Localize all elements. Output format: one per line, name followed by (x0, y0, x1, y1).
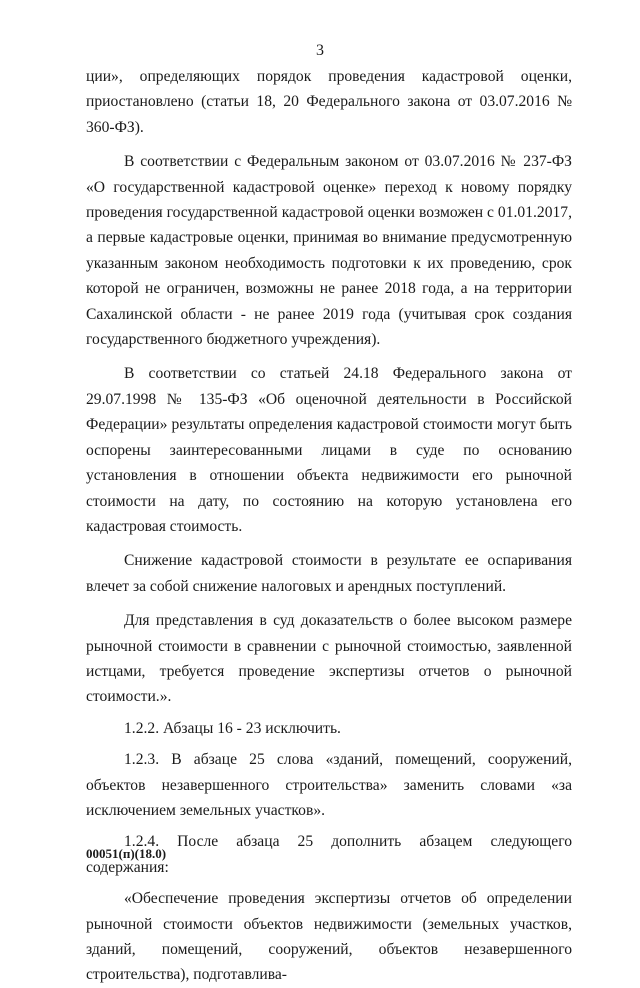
document-code: 00051(п)(18.0) (86, 846, 167, 861)
paragraph-appraisal-law: В соответствии со статьей 24.18 Федерального закона от 29.07.1998 № 135-ФЗ «Об оценочной деятельности в Российской Федерации» результаты определения кадастровой стоимости могут быть оспорены заинтересованными лицами в суде по основанию установления в отношении объекта недвижимости его рыночной стоимости на дату, по состоянию на которую установлена его кадастровая стоимость. (86, 365, 572, 535)
paragraph-continuation: ции», определяющих порядок проведения кадастровой оценки, приостановлено (статьи 18, 20 Федерального закона от 03.07.2016 № 360-ФЗ). (86, 68, 572, 136)
paragraph-quoted-addition: «Обеспечение проведения экспертизы отчетов об определении рыночной стоимости объектов недвижимости (земельных участков, зданий, помещений, сооружений, объектов незавершенного строительства), подготавлива- (86, 890, 572, 984)
paragraph-item-1-2-3: 1.2.3. В абзаце 25 слова «зданий, помещений, сооружений, объектов незавершенного строительства» заменить словами «за исключением земельных участков». (86, 751, 572, 819)
paragraph-cadastral-law: В соответствии с Федеральным законом от 03.07.2016 № 237-ФЗ «О государственной кадастровой оценке» переход к новому порядку проведения государственной кадастровой оценки возможен с 01.01.2017, а первые кадастровые оценки, принимая во внимание предусмотренную указанным законом необходимость подготовки к их проведению, срок которой не ограничен, возможны не ранее 2018 года, а на территории Сахалинской области - не ранее 2019 года (учитывая срок создания государственного бюджетного учреждения). (86, 153, 572, 349)
paragraph-item-1-2-4: 1.2.4. После абзаца 25 дополнить абзацем следующего содержания: (86, 833, 572, 876)
paragraph-value-reduction: Снижение кадастровой стоимости в результате ее оспаривания влечет за собой снижение налоговых и арендных поступлений. (86, 552, 572, 595)
page-number: 3 (316, 42, 324, 59)
paragraph-item-1-2-2: 1.2.2. Абзацы 16 - 23 исключить. (124, 719, 341, 737)
paragraph-expertise: Для представления в суд доказательств о более высоком размере рыночной стоимости в сравнении с рыночной стоимостью, заявленной истцами, требуется проведение экспертизы отчетов о рыночной стоимости.». (86, 612, 572, 706)
